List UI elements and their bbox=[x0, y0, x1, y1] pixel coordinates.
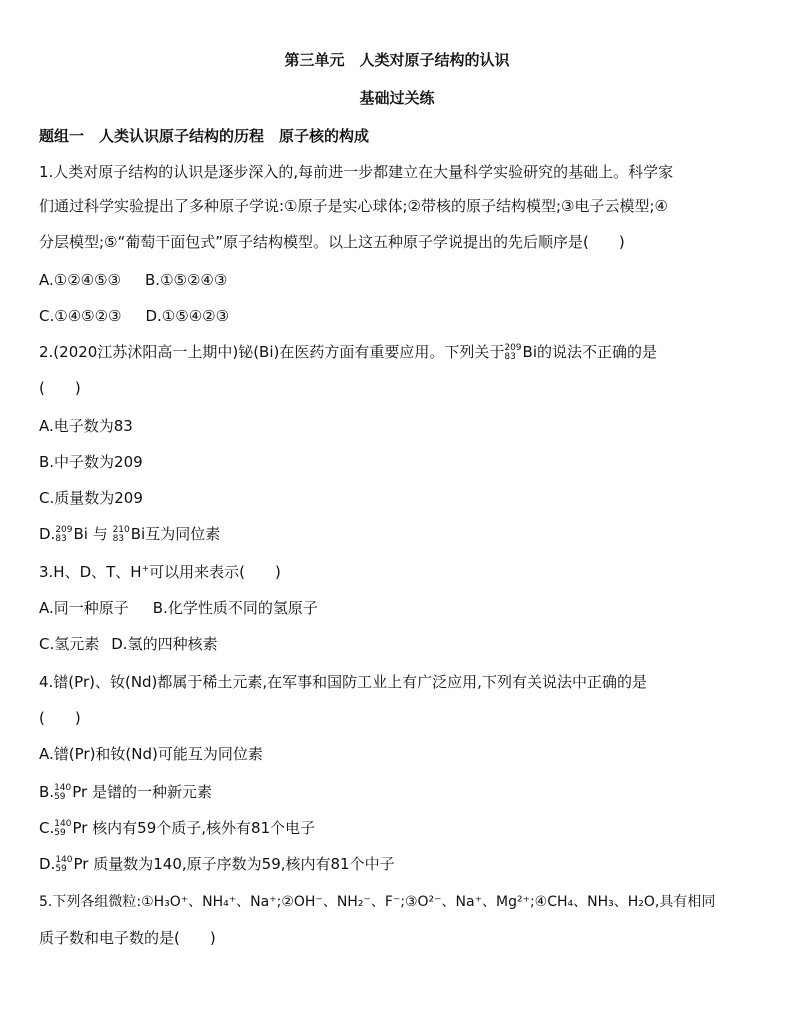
q4-option-c: C. 140 59 Pr 核内有59个质子,核外有81个电子 bbox=[39, 818, 316, 838]
q2-line-2: ( ) bbox=[39, 379, 81, 397]
q4-option-b: B. 140 59 Pr 是镨的一种新元素 bbox=[39, 782, 212, 802]
q1-options-ab bbox=[39, 270, 227, 290]
q3-line-1: 3.H、D、T、H+可以用来表示( ) bbox=[39, 563, 281, 581]
isotope-notation: 210 83 bbox=[112, 524, 130, 544]
q3-options-ab bbox=[39, 598, 318, 618]
page-title: 第三单元 人类对原子结构的认识 bbox=[284, 51, 510, 69]
q4-option-d: D. 140 59 Pr 质量数为140,原子序数为59,核内有81个中子 bbox=[39, 854, 395, 874]
q3-option-d: D.氢的四种核素 bbox=[111, 635, 218, 653]
isotope-notation: 140 59 bbox=[54, 818, 72, 838]
q3-option-b: B.化学性质不同的氢原子 bbox=[152, 599, 318, 617]
q3-option-c: C.氢元素 bbox=[39, 635, 100, 653]
isotope-notation: 209 83 bbox=[504, 342, 522, 362]
group-heading: 题组一 人类认识原子结构的历程 原子核的构成 bbox=[39, 127, 370, 145]
q5-line-1: 5.下列各组微粒:①H₃O⁺、NH₄⁺、Na⁺;②OH⁻、NH₂⁻、F⁻;③O²⁻、Na⁺、Mg²⁺;④CH₄、NH₃、H₂O,具有相同 bbox=[39, 894, 716, 910]
q3-options-cd bbox=[39, 634, 218, 654]
q2-option-a: A.电子数为83 bbox=[39, 417, 133, 435]
q1-option-a: A.①②④⑤③ bbox=[39, 271, 122, 289]
q2-option-c: C.质量数为209 bbox=[39, 489, 143, 507]
q1-line-2: 们通过科学实验提出了多种原子学说:①原子是实心球体;②带核的原子结构模型;③电子云模型;④ bbox=[39, 197, 669, 215]
q1-option-d: D.①⑤④②③ bbox=[145, 307, 230, 325]
q1-options-cd bbox=[39, 306, 229, 326]
q1-line-3: 分层模型;⑤“葡萄干面包式”原子结构模型。以上这五种原子学说提出的先后顺序是( ) bbox=[39, 233, 625, 251]
q2-line-1: 2.(2020江苏沭阳高一上期中)铋(Bi)在医药方面有重要应用。下列关于 209 83 Bi的说法不正确的是 bbox=[39, 342, 658, 362]
q4-option-a: A.镨(Pr)和钕(Nd)可能互为同位素 bbox=[39, 745, 263, 763]
q2-option-d: D. 209 83 Bi 与 210 83 Bi互为同位素 bbox=[39, 524, 221, 544]
isotope-notation: 209 83 bbox=[55, 524, 73, 544]
q1-option-c: C.①④⑤②③ bbox=[39, 307, 122, 325]
q4-line-1: 4.镨(Pr)、钕(Nd)都属于稀土元素,在军事和国防工业上有广泛应用,下列有关说法中正确的是 bbox=[39, 673, 647, 691]
q4-line-2: ( ) bbox=[39, 709, 81, 727]
q2-option-b: B.中子数为209 bbox=[39, 453, 143, 471]
q5-line-2: 质子数和电子数的是( ) bbox=[39, 929, 216, 947]
section-subtitle: 基础过关练 bbox=[359, 89, 435, 107]
q3-option-a: A.同一种原子 bbox=[39, 599, 129, 617]
isotope-notation: 140 59 bbox=[54, 782, 72, 802]
q1-option-b: B.①⑤②④③ bbox=[145, 271, 228, 289]
isotope-notation: 140 59 bbox=[55, 854, 73, 874]
q1-line-1: 1.人类对原子结构的认识是逐步深入的,每前进一步都建立在大量科学实验研究的基础上。科学家 bbox=[39, 163, 674, 181]
